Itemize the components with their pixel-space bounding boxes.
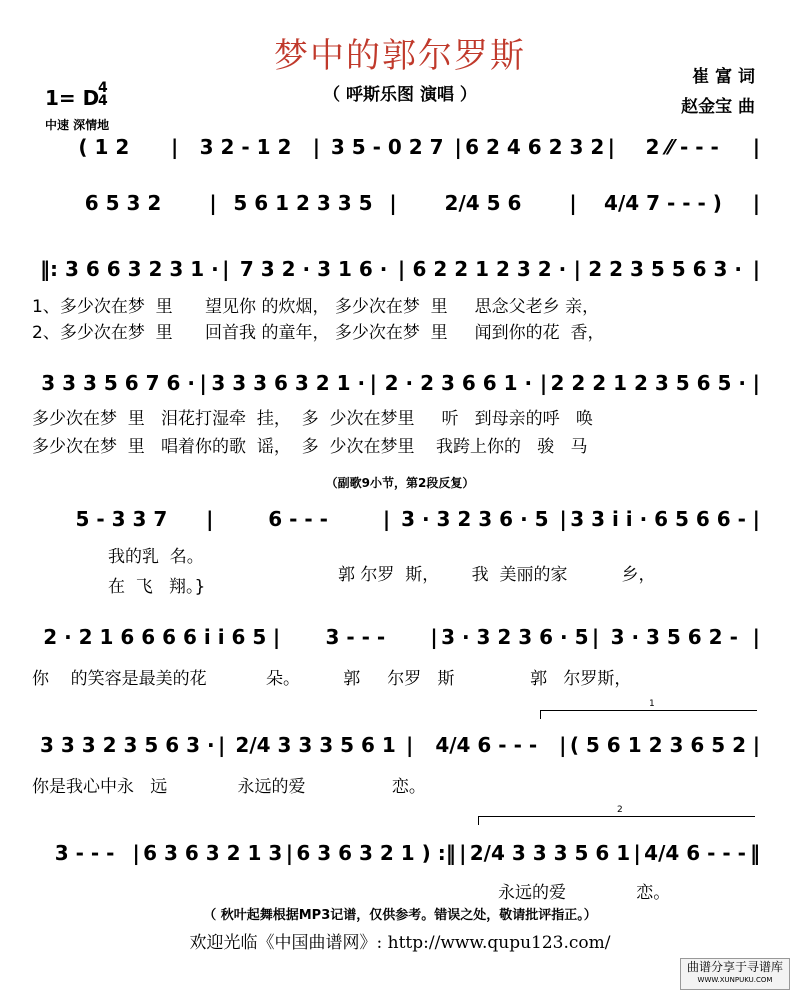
measure: 2 · 2 3 6 6 1 · xyxy=(384,371,533,395)
volta-first-ending xyxy=(540,699,757,719)
measure: 6 5 3 2 xyxy=(84,191,162,215)
volta-second-ending xyxy=(478,805,755,825)
measure: 3 - - - xyxy=(325,625,386,649)
music-line-6: 2 · 2 1 6 6 6 6 i i 6 5 | 3 - - - | 3 · 3 2 3 6 · 5 | 3 · 3 5 6 2 - | xyxy=(40,620,760,654)
measure: 3 5 - 0 2 7 xyxy=(330,135,444,159)
song-title: 梦中的郭尔罗斯 xyxy=(274,36,526,76)
lyric-line7: 你是我心中永 远 永远的爱 恋。 xyxy=(32,777,426,797)
measure: 4/4 6 - - - xyxy=(435,733,538,757)
measure: 3 2 - 1 2 xyxy=(199,135,292,159)
performer-subtitle: （ 呼斯乐图 演唱 ） xyxy=(323,85,477,105)
measure: 6 - - - xyxy=(268,507,328,531)
lyric-line5-refrain: 郭 尔罗 斯， 我 美丽的家 乡， xyxy=(338,565,656,585)
key-signature: 1= D xyxy=(45,86,100,110)
measure: ( 5 6 1 2 3 6 5 2 xyxy=(569,733,746,757)
measure: 6 3 6 3 2 1 ) :‖ xyxy=(296,841,456,865)
volta-number: 1 xyxy=(649,699,655,709)
transcriber-note: （ 秋叶起舞根据MP3记谱，仅供参考。错误之处，敬请批评指正。） xyxy=(203,908,597,923)
measure: 6 2 2 1 2 3 2 · xyxy=(412,257,567,281)
measure: 6 3 6 3 2 1 3 xyxy=(143,841,283,865)
lyric-line5-v1: 我的乳 名。 xyxy=(108,547,204,567)
lyric-line6: 你 的笑容是最美的花 朵。 郭 尔罗 斯 郭 尔罗斯， xyxy=(32,669,632,689)
time-signature-top: 4 xyxy=(98,80,108,96)
lyric-verse2-b: 多少次在梦 里 唱着你的歌 谣， 多 少次在梦里 我跨上你的 骏 马 xyxy=(32,437,588,457)
refrain-note: （副歌9小节，第2段反复） xyxy=(325,476,475,490)
measure: 7 3 2 · 3 1 6 · xyxy=(239,257,388,281)
tempo-marking: 中速 深情地 xyxy=(45,118,110,132)
music-line-4: 3 3 3 5 6 7 6 · | 3 3 3 6 3 2 1 · | 2 · 2 3 6 6 1 · | 2 2 2 1 2 3 5 6 5 · | xyxy=(41,371,760,395)
music-line-1: ( 1 2 | 3 2 - 1 2 | 3 5 - 0 2 7 | 6 2 4 6 2 3 2 | 2 ⁄⁄ - - - | xyxy=(40,130,760,164)
site-welcome: 欢迎光临《中国曲谱网》: http://www.qupu123.com/ xyxy=(189,933,611,953)
measure: 2/4 3 3 3 5 6 1 xyxy=(469,841,631,865)
music-line-5: 5 - 3 3 7 | 6 - - - | 3 · 3 2 3 6 · 5 | 3 3 i i · 6 5 6 6 - | xyxy=(40,502,760,536)
measure: 2/4 5 6 xyxy=(444,191,522,215)
measure: ‖: 3 6 6 3 2 3 1 · xyxy=(40,257,219,281)
measure: 3 · 3 2 3 6 · 5 xyxy=(401,507,549,531)
measure: 4/4 6 - - - xyxy=(644,841,746,865)
time-signature xyxy=(98,82,108,108)
lyric-line5-v2: 在 飞 翔。} xyxy=(108,577,206,597)
measure: 2 2 3 5 5 6 3 · xyxy=(588,257,742,281)
composer-credit: 赵金宝 曲 xyxy=(681,97,755,117)
measure: 3 3 3 5 6 7 6 · xyxy=(41,371,195,395)
watermark-title: 曲谱分享于寻谱库 xyxy=(686,960,783,974)
music-line-2: 6 5 3 2 | 5 6 1 2 3 3 5 | 2/4 5 6 | 4/4 7 - - - ) | xyxy=(40,186,760,220)
lyric-verse1-b: 多少次在梦 里 泪花打湿牵 挂， 多 少次在梦里 听 到母亲的呼 唤 xyxy=(32,409,593,429)
measure: 2 ⁄⁄ - - - xyxy=(645,135,719,159)
watermark-url: WWW.XUNPUKU.COM xyxy=(697,976,773,984)
music-line-3: ‖: 3 6 6 3 2 3 1 · | 7 3 2 · 3 1 6 · | 6 2 2 1 2 3 2 · | 2 2 3 5 5 6 3 · | xyxy=(40,257,761,281)
music-line-8: 3 - - - | 6 3 6 3 2 1 3 | 6 3 6 3 2 1 ) :‖ | 2/4 3 3 3 5 6 1 | 4/4 6 - - - ‖ xyxy=(40,836,760,870)
measure: 3 · 3 2 3 6 · 5 xyxy=(441,625,589,649)
measure: 6 2 4 6 2 3 2 xyxy=(465,135,605,159)
measure: 3 3 i i · 6 5 6 6 - xyxy=(570,507,746,531)
lyric-line8: 永远的爱 恋。 xyxy=(498,883,671,903)
measure: 2 2 2 1 2 3 5 6 5 · xyxy=(550,371,746,395)
measure: 2 · 2 1 6 6 6 6 i i 6 5 xyxy=(43,625,267,649)
measure: 3 3 3 2 3 5 6 3 · xyxy=(40,733,215,757)
time-signature-bottom: 4 xyxy=(98,93,108,109)
measure: 5 - 3 3 7 xyxy=(75,507,168,531)
measure: 3 · 3 5 6 2 - xyxy=(610,625,738,649)
measure: 3 3 3 6 3 2 1 · xyxy=(211,371,366,395)
measure: 2/4 3 3 3 5 6 1 xyxy=(235,733,396,757)
music-line-7: 3 3 3 2 3 5 6 3 · | 2/4 3 3 3 5 6 1 | 4/4 6 - - - | ( 5 6 1 2 3 6 5 2 | xyxy=(40,733,760,757)
measure: ( 1 2 xyxy=(78,135,130,159)
measure: 5 6 1 2 3 3 5 xyxy=(233,191,373,215)
measure: 3 - - - xyxy=(54,841,115,865)
measure: 4/4 7 - - - ) xyxy=(604,191,722,215)
lyric-verse1-a: 1、多少次在梦 里 望见你 的炊烟， 多少次在梦 里 思念父老乡 亲， xyxy=(32,297,600,317)
volta-number: 2 xyxy=(617,805,623,815)
lyricist-credit: 崔 富 词 xyxy=(692,67,755,87)
lyric-verse2-a: 2、多少次在梦 里 回首我 的童年， 多少次在梦 里 闻到你的花 香， xyxy=(32,323,605,343)
watermark xyxy=(680,958,790,990)
